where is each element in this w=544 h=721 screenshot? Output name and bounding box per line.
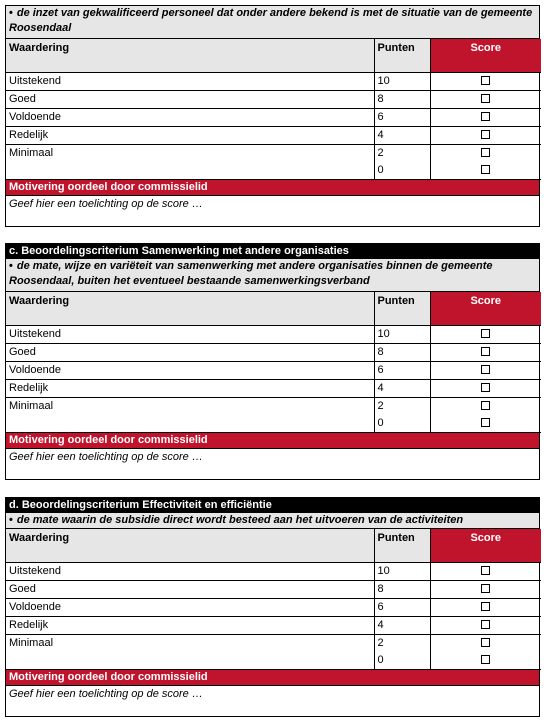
table-row	[6, 634, 541, 669]
table-row	[6, 598, 541, 616]
rating-label: Voldoende	[6, 361, 374, 379]
score-checkbox[interactable]	[481, 112, 490, 121]
table-row	[6, 379, 541, 397]
table-row	[6, 144, 541, 179]
points-values: 2 0	[374, 634, 430, 669]
table-row	[6, 361, 541, 379]
score-checkbox[interactable]	[481, 620, 490, 629]
table-row	[6, 325, 541, 343]
rating-label: Voldoende	[6, 108, 374, 126]
table-row	[6, 616, 541, 634]
table-row	[6, 90, 541, 108]
criterion-block-c	[5, 243, 540, 480]
score-checkbox[interactable]	[481, 383, 490, 392]
rating-label: Goed	[6, 580, 374, 598]
score-checkbox[interactable]	[481, 94, 490, 103]
rating-label: Uitstekend	[6, 325, 374, 343]
rating-label: Goed	[6, 343, 374, 361]
points-value: 8	[374, 580, 430, 598]
score-checkbox[interactable]	[481, 148, 490, 157]
points-value: 4	[374, 616, 430, 634]
rating-label: Redelijk	[6, 126, 374, 144]
points-values: 2 0	[374, 397, 430, 432]
criterion-block-b	[5, 5, 540, 227]
explanation-field[interactable]: Geef hier een toelichting op de score …	[6, 196, 539, 227]
bullet-icon: •	[9, 514, 13, 526]
criterion-description: • de inzet van gekwalificeerd personeel dat onder andere bekend is met de situatie van de gemeente Roosendaal	[6, 6, 539, 39]
score-header: Score	[430, 292, 541, 325]
table-row	[6, 343, 541, 361]
table-row	[6, 126, 541, 144]
punten-header: Punten	[374, 292, 430, 325]
table-row	[6, 397, 541, 432]
motivation-header: Motivering oordeel door commissielid	[6, 433, 539, 449]
criterion-block-d	[5, 497, 540, 717]
motivation-header: Motivering oordeel door commissielid	[6, 670, 539, 686]
explanation-field[interactable]: Geef hier een toelichting op de score …	[6, 449, 539, 480]
score-checkbox[interactable]	[481, 130, 490, 139]
score-checkbox[interactable]	[481, 365, 490, 374]
score-checkbox[interactable]	[481, 602, 490, 611]
points-value: 8	[374, 343, 430, 361]
table-row	[6, 562, 541, 580]
table-row	[6, 72, 541, 90]
criterion-description: • de mate waarin de subsidie direct wordt besteed aan het uitvoeren van de activiteiten	[6, 513, 539, 529]
waardering-header: Waardering	[6, 529, 374, 562]
scoring-table	[6, 39, 541, 180]
score-checkbox[interactable]	[481, 638, 490, 647]
punten-header: Punten	[374, 39, 430, 72]
criterion-description: • de mate, wijze en variëteit van samenwerking met andere organisaties binnen de gemeente Roosendaal, buiten het eventueel bestaande samenwerkingsverband	[6, 259, 539, 292]
score-checkbox[interactable]	[481, 401, 490, 410]
explanation-field[interactable]: Geef hier een toelichting op de score …	[6, 686, 539, 717]
score-checkbox[interactable]	[481, 329, 490, 338]
table-row	[6, 580, 541, 598]
points-value: 4	[374, 379, 430, 397]
rating-label: Voldoende	[6, 598, 374, 616]
rating-label: Redelijk	[6, 379, 374, 397]
score-checkbox[interactable]	[481, 418, 490, 427]
motivation-header: Motivering oordeel door commissielid	[6, 180, 539, 196]
score-header: Score	[430, 39, 541, 72]
table-row	[6, 108, 541, 126]
points-value: 10	[374, 562, 430, 580]
rating-label: Uitstekend	[6, 72, 374, 90]
rating-label: Uitstekend	[6, 562, 374, 580]
score-checkbox[interactable]	[481, 76, 490, 85]
score-header: Score	[430, 529, 541, 562]
criterion-title: c. Beoordelingscriterium Samenwerking met andere organisaties	[6, 244, 539, 259]
rating-label: Minimaal	[6, 144, 374, 179]
score-checkbox[interactable]	[481, 347, 490, 356]
punten-header: Punten	[374, 529, 430, 562]
score-checkbox[interactable]	[481, 165, 490, 174]
points-value: 6	[374, 108, 430, 126]
waardering-header: Waardering	[6, 292, 374, 325]
criterion-title: d. Beoordelingscriterium Effectiviteit en efficiëntie	[6, 498, 539, 513]
points-value: 6	[374, 598, 430, 616]
rating-label: Minimaal	[6, 634, 374, 669]
rating-label: Redelijk	[6, 616, 374, 634]
bullet-icon: •	[9, 7, 13, 19]
score-checkbox[interactable]	[481, 566, 490, 575]
scoring-table	[6, 529, 541, 670]
score-checkbox[interactable]	[481, 655, 490, 664]
points-value: 4	[374, 126, 430, 144]
points-value: 6	[374, 361, 430, 379]
rating-label: Minimaal	[6, 397, 374, 432]
bullet-icon: •	[9, 260, 13, 272]
score-checkbox[interactable]	[481, 584, 490, 593]
points-value: 8	[374, 90, 430, 108]
waardering-header: Waardering	[6, 39, 374, 72]
rating-label: Goed	[6, 90, 374, 108]
points-value: 10	[374, 325, 430, 343]
scoring-table	[6, 292, 541, 433]
points-value: 10	[374, 72, 430, 90]
points-values: 2 0	[374, 144, 430, 179]
